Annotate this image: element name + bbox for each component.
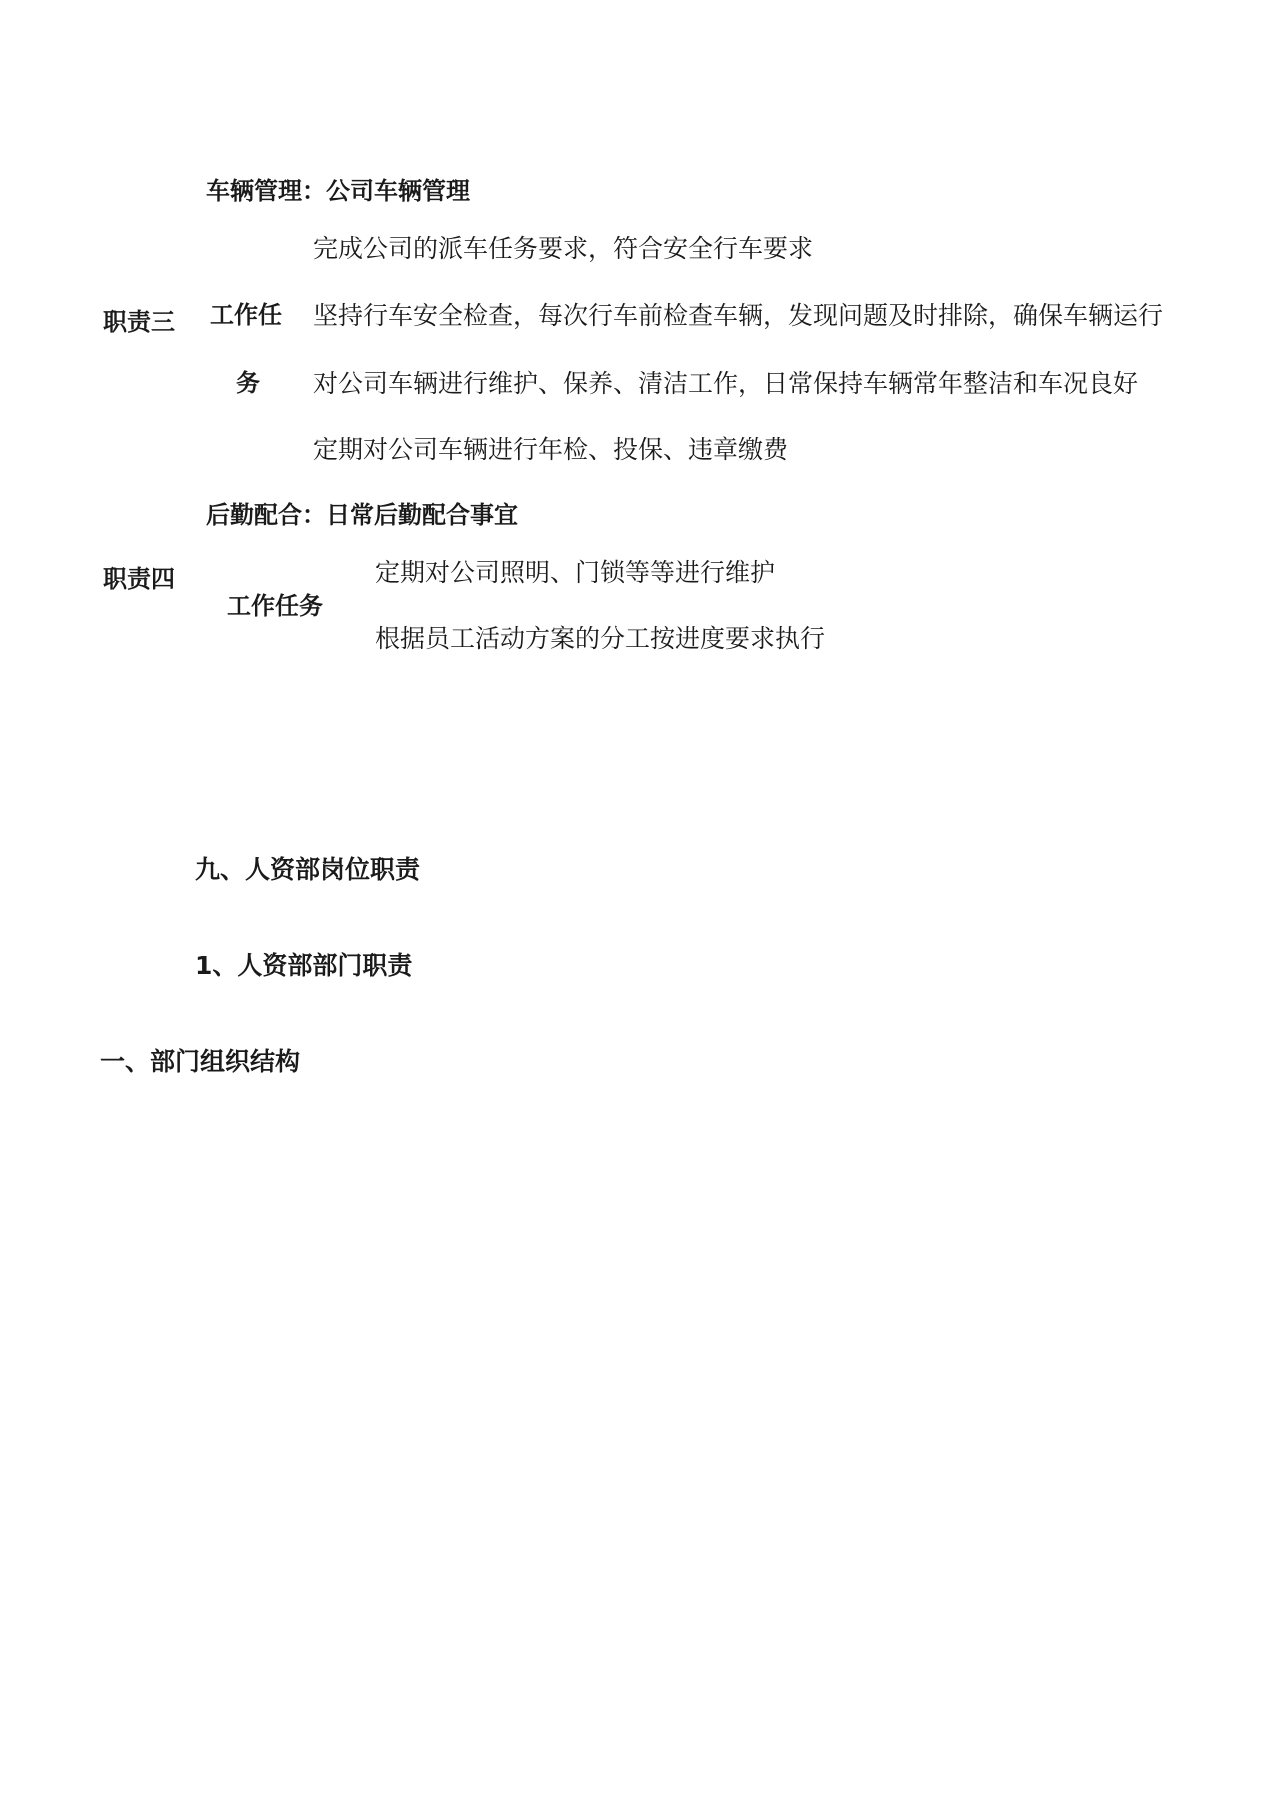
subsection-heading: 1、人资部部门职责 [195, 951, 413, 980]
duty3-label: 职责三 [103, 308, 175, 336]
duty4-task-2: 根据员工活动方案的分工按进度要求执行 [375, 624, 826, 653]
duty3-task-label-line2: 务 [236, 369, 260, 397]
duty4-task-1: 定期对公司照明、门锁等等进行维护 [375, 558, 776, 587]
duty3-task-4: 定期对公司车辆进行年检、投保、违章缴费 [313, 435, 789, 464]
part-heading: 一、部门组织结构 [100, 1047, 301, 1076]
duty4-section-title: 后勤配合：日常后勤配合事宜 [206, 501, 518, 529]
duty3-task-3: 对公司车辆进行维护、保养、清洁工作，日常保持车辆常年整洁和车况良好 [313, 369, 1139, 398]
duty3-section-title: 车辆管理：公司车辆管理 [206, 177, 470, 205]
duty4-task-label: 工作任务 [227, 592, 323, 620]
duty3-task-1: 完成公司的派车任务要求，符合安全行车要求 [313, 234, 814, 263]
chapter-heading: 九、人资部岗位职责 [195, 855, 421, 884]
duty4-label: 职责四 [103, 565, 175, 593]
duty3-task-label-line1: 工作任 [210, 301, 282, 329]
duty3-task-2: 坚持行车安全检查，每次行车前检查车辆，发现问题及时排除，确保车辆运行 [313, 301, 1164, 330]
